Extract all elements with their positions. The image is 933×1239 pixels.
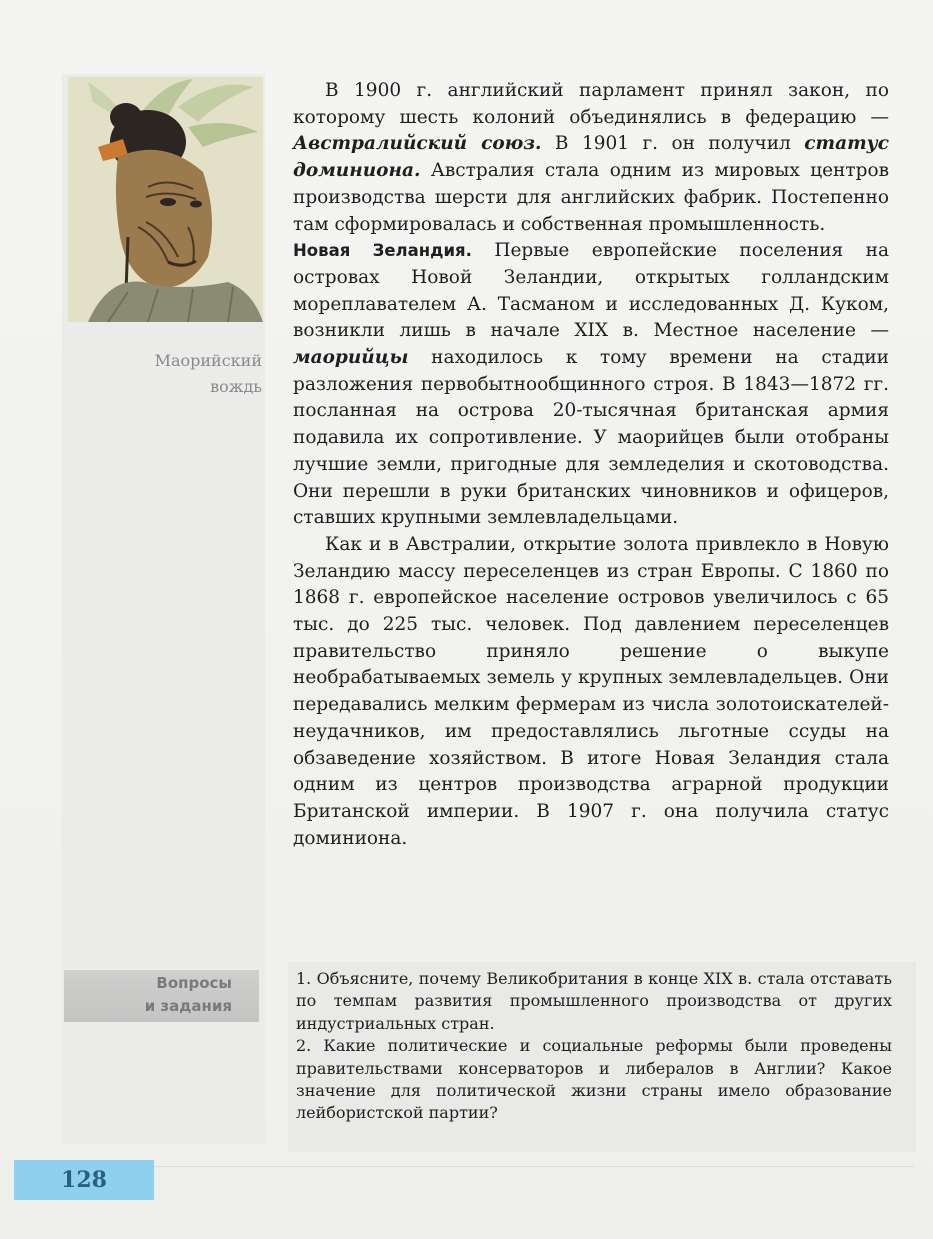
p1-text-b: В 1901 г. он получил <box>541 133 805 155</box>
questions-label-line-1: Вопросы <box>156 974 232 992</box>
paragraph-new-zealand <box>293 238 889 532</box>
caption-line-2: вождь <box>210 377 262 396</box>
question-item: 2. Какие политические и социальные реформы были проведены правительствами консерваторов и либералов в Англии? Какое значение для политической жизни страны имело образование лейбористской партии? <box>296 1036 892 1123</box>
p1-text-c: Австралия стала одним из мировых центров производства шерсти для английских фабрик. Постепенно там сформировалась и собственная промышленность. <box>293 160 889 235</box>
term-australian-union: Австралийский союз. <box>293 133 542 155</box>
term-maori: маорийцы <box>293 347 409 369</box>
section-heading-new-zealand: Новая Зеландия. <box>293 241 472 261</box>
maori-chief-portrait <box>68 77 263 322</box>
paragraph-gold-rush: Как и в Австралии, открытие золота привлекло в Новую Зеландию массу переселенцев из стран Европы. С 1860 по 1868 г. европейское население островов увеличилось с 65 тыс. до 225 тыс. человек. Под давлением переселенцев правительство приняло решение о выкупе необрабатываемых земель у крупных землевладельцев. Они передавались мелким фермерам из числа золотоискателей-неудачников, им предоставлялись льготные ссуды на обзаведение хозяйством. В итоге Новая Зеландия стала одним из центров производства аграрной продукции Британской империи. В 1907 г. она получила статус доминиона. <box>293 533 889 849</box>
portrait-image <box>68 77 263 322</box>
paragraph-australia <box>293 78 889 238</box>
term-dominion-status: статус доминиона. <box>293 133 889 182</box>
p2-text-b: находилось к тому времени на стадии разложения первобытнообщинного строя. В 1843—1872 гг. посланная на острова 20-тысячная британская армия подавила их сопротивление. У маорийцев были отобраны лучшие земли, пригодные для земледелия и скотоводства. Они перешли в руки британских чиновников и офицеров, ставших крупными землевладельцами. <box>293 347 889 529</box>
bottom-divider <box>154 1166 914 1167</box>
question-item: 1. Объясните, почему Великобритания в конце XIX в. стала отставать по темпам развития промышленного производства от других индустриальных стран. <box>296 969 892 1033</box>
page-number: 128 <box>61 1167 107 1193</box>
questions-list <box>296 968 892 1125</box>
p1-text-a: В 1900 г. английский парламент принял закон, по которому шесть колоний объединялись в федерацию — <box>293 80 889 128</box>
p2-text-a: Первые европейские поселения на островах Новой Зеландии, открытых голландским мореплавателем А. Тасманом и исследованных Д. Куком, возникли лишь в начале XIX в. Местное население — <box>293 240 890 342</box>
figure-caption <box>100 348 262 400</box>
questions-label-line-2: и задания <box>144 997 232 1015</box>
caption-line-1: Маорийский <box>154 351 262 370</box>
main-text <box>293 78 889 852</box>
questions-label <box>64 972 232 1018</box>
